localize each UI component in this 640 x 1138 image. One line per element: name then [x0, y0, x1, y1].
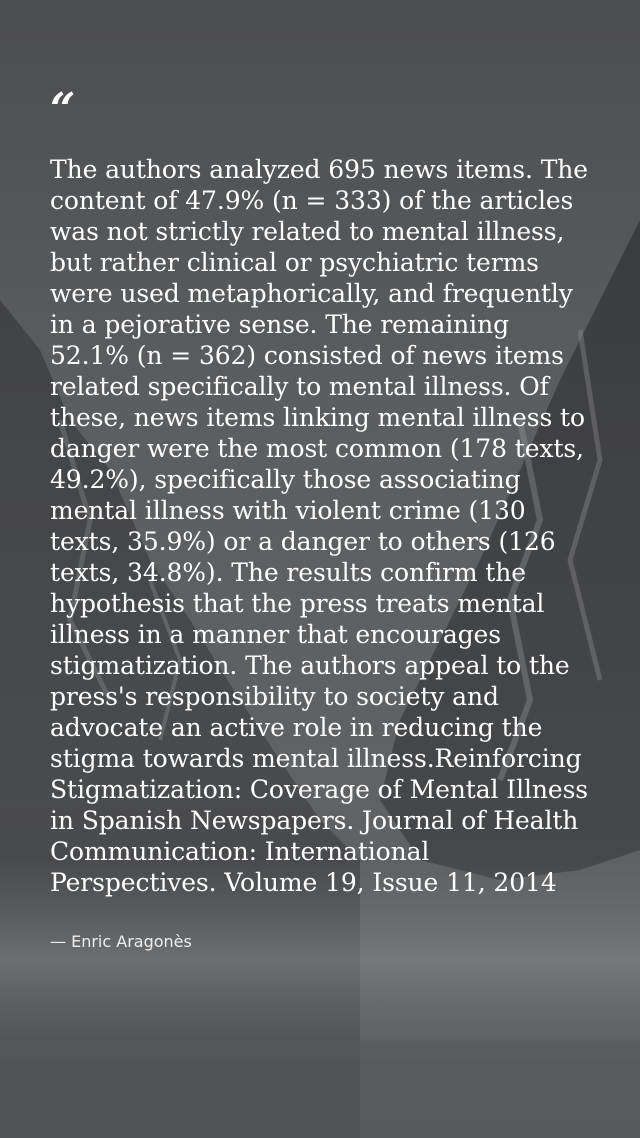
quote-text: The authors analyzed 695 news items. The content of 47.9% (n = 333) of the articles was not strictly related to mental illness, but rather clinical or psychiatric terms were used metaphorically, and frequently in a pejorative sense. The remaining 52.1% (n = 362) consisted of news items related specifically to mental illness. Of these, news items linking mental illness to danger were the most common (178 texts, 49.2%), specifically those associating mental illness with violent crime (130 texts, 35.9%) or a danger to others (126 texts, 34.8%). The results confirm the hypothesis that the press treats mental illness in a manner that encourages stigmatization. The authors appeal to the press's responsibility to society and advocate an active role in reducing the stigma towards mental illness.Reinforcing Stigmatization: Coverage of Mental Illness in Spanish Newspapers. Journal of Health Communication: International Perspectives. Volume 19, Issue 11, 2014 [50, 155, 589, 897]
quote-card [50, 84, 595, 952]
quote-mark-icon: “ [50, 84, 76, 135]
quote-attribution: — Enric Aragonès [50, 932, 192, 951]
